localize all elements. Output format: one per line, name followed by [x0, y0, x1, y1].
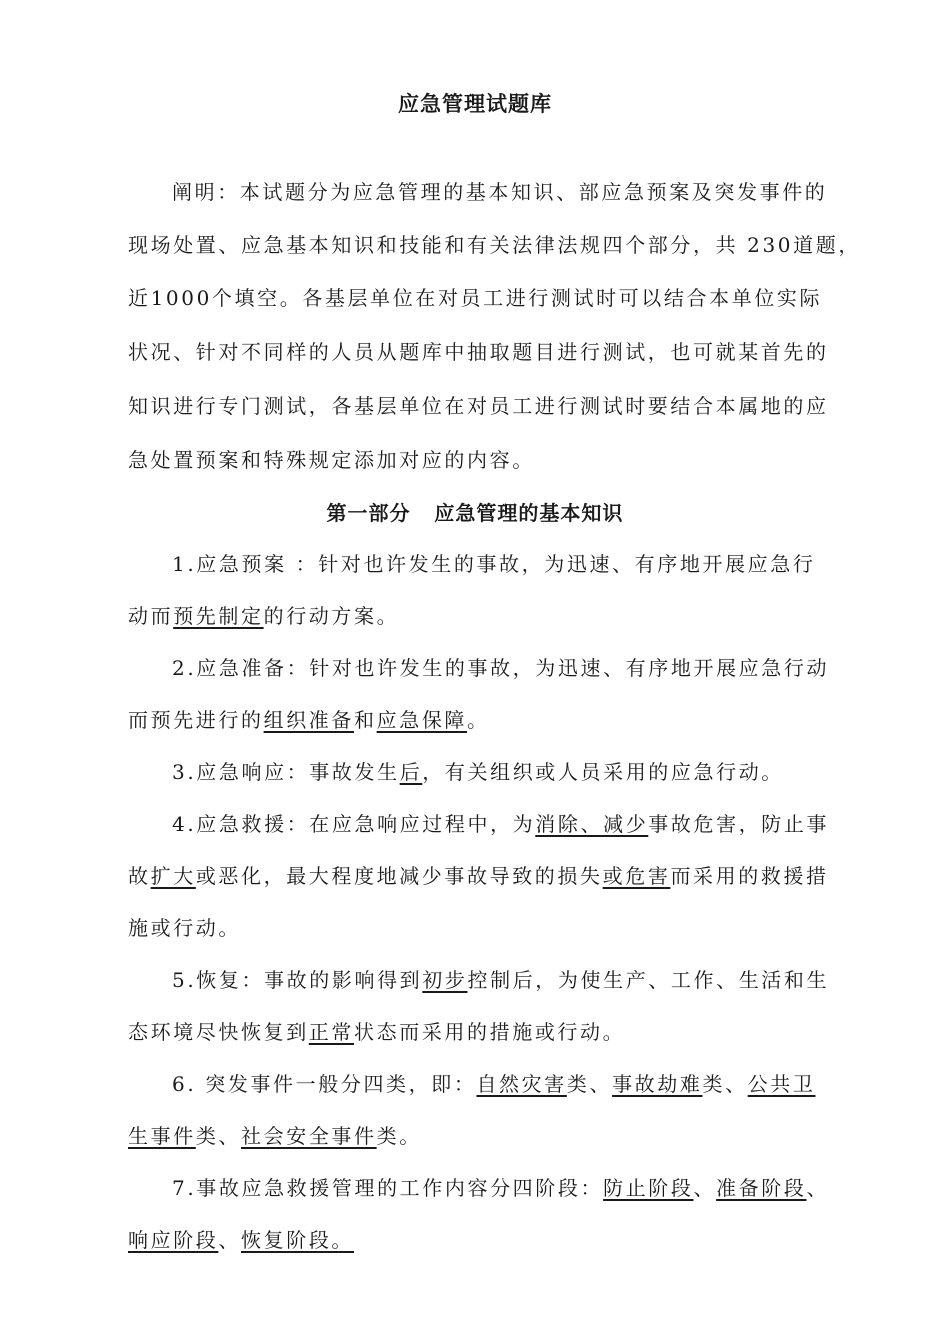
- text-fragment: 故: [128, 864, 151, 888]
- answer-blank: 事故劫难: [612, 1072, 703, 1096]
- q4-line-3: 施或行动。: [128, 916, 241, 940]
- text-fragment: 3.应急响应：事故发生: [172, 760, 400, 784]
- answer-blank: 正常: [308, 1020, 355, 1044]
- q1-line-1: 1.应急预案 ：针对也许发生的事故，为迅速、有序地开展应急行: [172, 552, 816, 576]
- q4-line-1: [172, 810, 829, 838]
- text-fragment: 类、: [195, 1124, 242, 1148]
- text-fragment: 而预先进行的: [128, 708, 264, 732]
- q6-line-2: [128, 1122, 422, 1150]
- preface-line-1: 阐明：本试题分为应急管理的基本知识、部应急预案及突发事件的: [172, 180, 828, 204]
- text-fragment: 类、: [702, 1072, 748, 1096]
- text-fragment: 控制后，为使生产、工作、生活和生: [467, 968, 830, 992]
- text-fragment: 4.应急救援：在应急响应过程中，为: [172, 812, 536, 836]
- preface-line-6: 急处置预案和特殊规定添加对应的内容。: [128, 448, 535, 472]
- answer-blank: 扩大: [150, 864, 196, 888]
- text-fragment: 、: [693, 1176, 717, 1200]
- q5-line-2: [128, 1018, 625, 1046]
- answer-blank: 或危害: [602, 864, 671, 888]
- answer-blank: 响应阶段: [128, 1228, 219, 1252]
- text-fragment: 和: [354, 708, 377, 732]
- q7-line-1: [172, 1174, 829, 1202]
- q2-line-2: [128, 706, 490, 734]
- q2-line-1: 2.应急准备：针对也许发生的事故，为迅速、有序地开展应急行动: [172, 656, 830, 680]
- preface-line-4: 状况、针对不同样的人员从题库中抽取题目进行测试，也可就某首先的: [128, 340, 829, 364]
- answer-blank: 预先制定: [173, 604, 264, 628]
- answer-blank: 组织准备: [263, 708, 355, 732]
- q4-line-2: [128, 862, 829, 890]
- answer-blank: 公共卫: [747, 1072, 816, 1096]
- q1-line-2: [128, 602, 399, 630]
- text-fragment: 或恶化，最大程度地减少事故导致的损失: [195, 864, 603, 888]
- preface-line-3: 近1000个填空。各基层单位在对员工进行测试时可以结合本单位实际: [128, 286, 823, 310]
- text-fragment: 状态而采用的措施或行动。: [354, 1020, 626, 1044]
- answer-blank: 初步: [422, 968, 468, 992]
- text-fragment: 5.恢复：事故的影响得到: [172, 968, 423, 992]
- document-title: 应急管理试题库: [398, 92, 552, 116]
- answer-blank: 消除、减少: [535, 812, 649, 836]
- section-heading: 第一部分 应急管理的基本知识: [326, 501, 624, 525]
- answer-blank: 自然灾害: [476, 1072, 567, 1096]
- text-fragment: 态环境尽快恢复到: [128, 1020, 309, 1044]
- answer-blank: 防止阶段: [603, 1176, 694, 1200]
- answer-blank: 后: [399, 760, 423, 784]
- answer-blank: 恢复阶段。: [241, 1228, 355, 1252]
- text-fragment: 动而: [128, 604, 174, 628]
- answer-blank: 准备阶段: [716, 1176, 807, 1200]
- text-fragment: 的行动方案。: [263, 604, 400, 628]
- answer-blank: 社会安全事件: [241, 1124, 377, 1148]
- text-fragment: 6. 突发事件一般分四类，即：: [172, 1072, 477, 1096]
- preface-line-2: 现场处置、应急基本知识和技能和有关法律法规四个部分，共 230道题，: [128, 233, 861, 257]
- text-fragment: 7.事故应急救援管理的工作内容分四阶段：: [172, 1176, 604, 1200]
- text-fragment: 、: [218, 1228, 242, 1252]
- text-fragment: 事故危害，防止事: [648, 812, 830, 836]
- text-fragment: 。: [467, 708, 490, 732]
- text-fragment: 类、: [566, 1072, 613, 1096]
- text-fragment: 而采用的救援措: [670, 864, 829, 888]
- q5-line-1: [172, 966, 829, 994]
- text-fragment: ，有关组织或人员采用的应急行动。: [422, 760, 784, 784]
- q7-line-2: [128, 1226, 354, 1254]
- q6-line-1: [172, 1070, 815, 1098]
- text-fragment: 、: [806, 1176, 830, 1200]
- preface-line-5: 知识进行专门测试，各基层单位在对员工进行测试时要结合本属地的应: [128, 394, 829, 418]
- text-fragment: 类。: [376, 1124, 422, 1148]
- answer-blank: 应急保障: [376, 708, 468, 732]
- q3-line-1: [172, 758, 784, 786]
- answer-blank: 生事件: [128, 1124, 196, 1148]
